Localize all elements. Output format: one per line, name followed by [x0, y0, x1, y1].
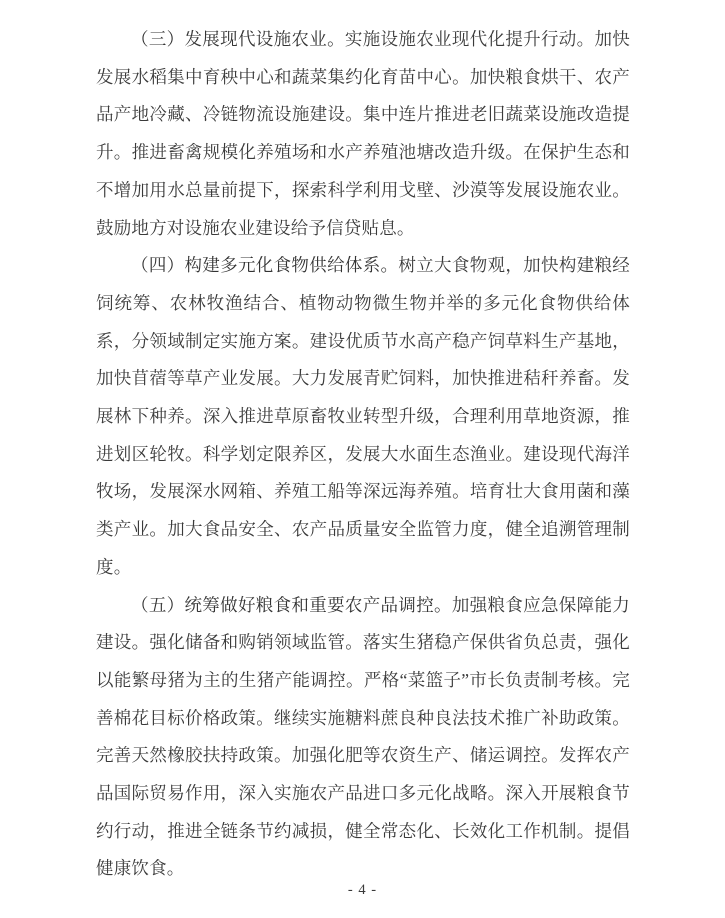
- document-content: [96, 21, 630, 888]
- paragraph-section-5: [96, 587, 630, 889]
- paragraph-body: 树立大食物观，加快构建粮经饲统筹、农林牧渔结合、植物动物微生物并举的多元化食物供给体系，分领域制定实施方案。建设优质节水高产稳产饲草料生产基地，加快苜蓿等草产业发展。大力发展青贮饲料，加快推进秸秆养畜。发展林下种养。深入推进草原畜牧业转型升级，合理利用草地资源，推进划区轮牧。科学划定限养区，发展大水面生态渔业。建设现代海洋牧场，发展深水网箱、养殖工船等深远海养殖。培育壮大食用菌和藻类产业。加大食品安全、农产品质量安全监管力度，健全追溯管理制度。: [96, 255, 630, 577]
- paragraph-section-4: [96, 247, 630, 586]
- paragraph-lead: （四）构建多元化食物供给体系。: [131, 255, 399, 276]
- paragraph-section-3: [96, 21, 630, 247]
- paragraph-body: 实施设施农业现代化提升行动。加快发展水稻集中育秧中心和蔬菜集约化育苗中心。加快粮食烘干、农产品产地冷藏、冷链物流设施建设。集中连片推进老旧蔬菜设施改造提升。推进畜禽规模化养殖场和水产养殖池塘改造升级。在保护生态和不增加用水总量前提下，探索科学利用戈壁、沙漠等发展设施农业。鼓励地方对设施农业建设给予信贷贴息。: [96, 29, 630, 238]
- paragraph-lead: （五）统筹做好粮食和重要农产品调控。: [131, 594, 452, 615]
- page-number: - 4 -: [347, 882, 378, 898]
- paragraph-lead: （三）发展现代设施农业。: [131, 29, 345, 49]
- paragraph-body: 加强粮食应急保障能力建设。强化储备和购销领域监管。落实生猪稳产保供省负总责，强化以能繁母猪为主的生猪产能调控。严格“菜篮子”市长负责制考核。完善棉花目标价格政策。继续实施糖料蔗良种良法技术推广补助政策。完善天然橡胶扶持政策。加强化肥等农资生产、储运调控。发挥农产品国际贸易作用，深入实施农产品进口多元化战略。深入开展粮食节约行动，推进全链条节约减损，健全常态化、长效化工作机制。提倡健康饮食。: [96, 594, 630, 879]
